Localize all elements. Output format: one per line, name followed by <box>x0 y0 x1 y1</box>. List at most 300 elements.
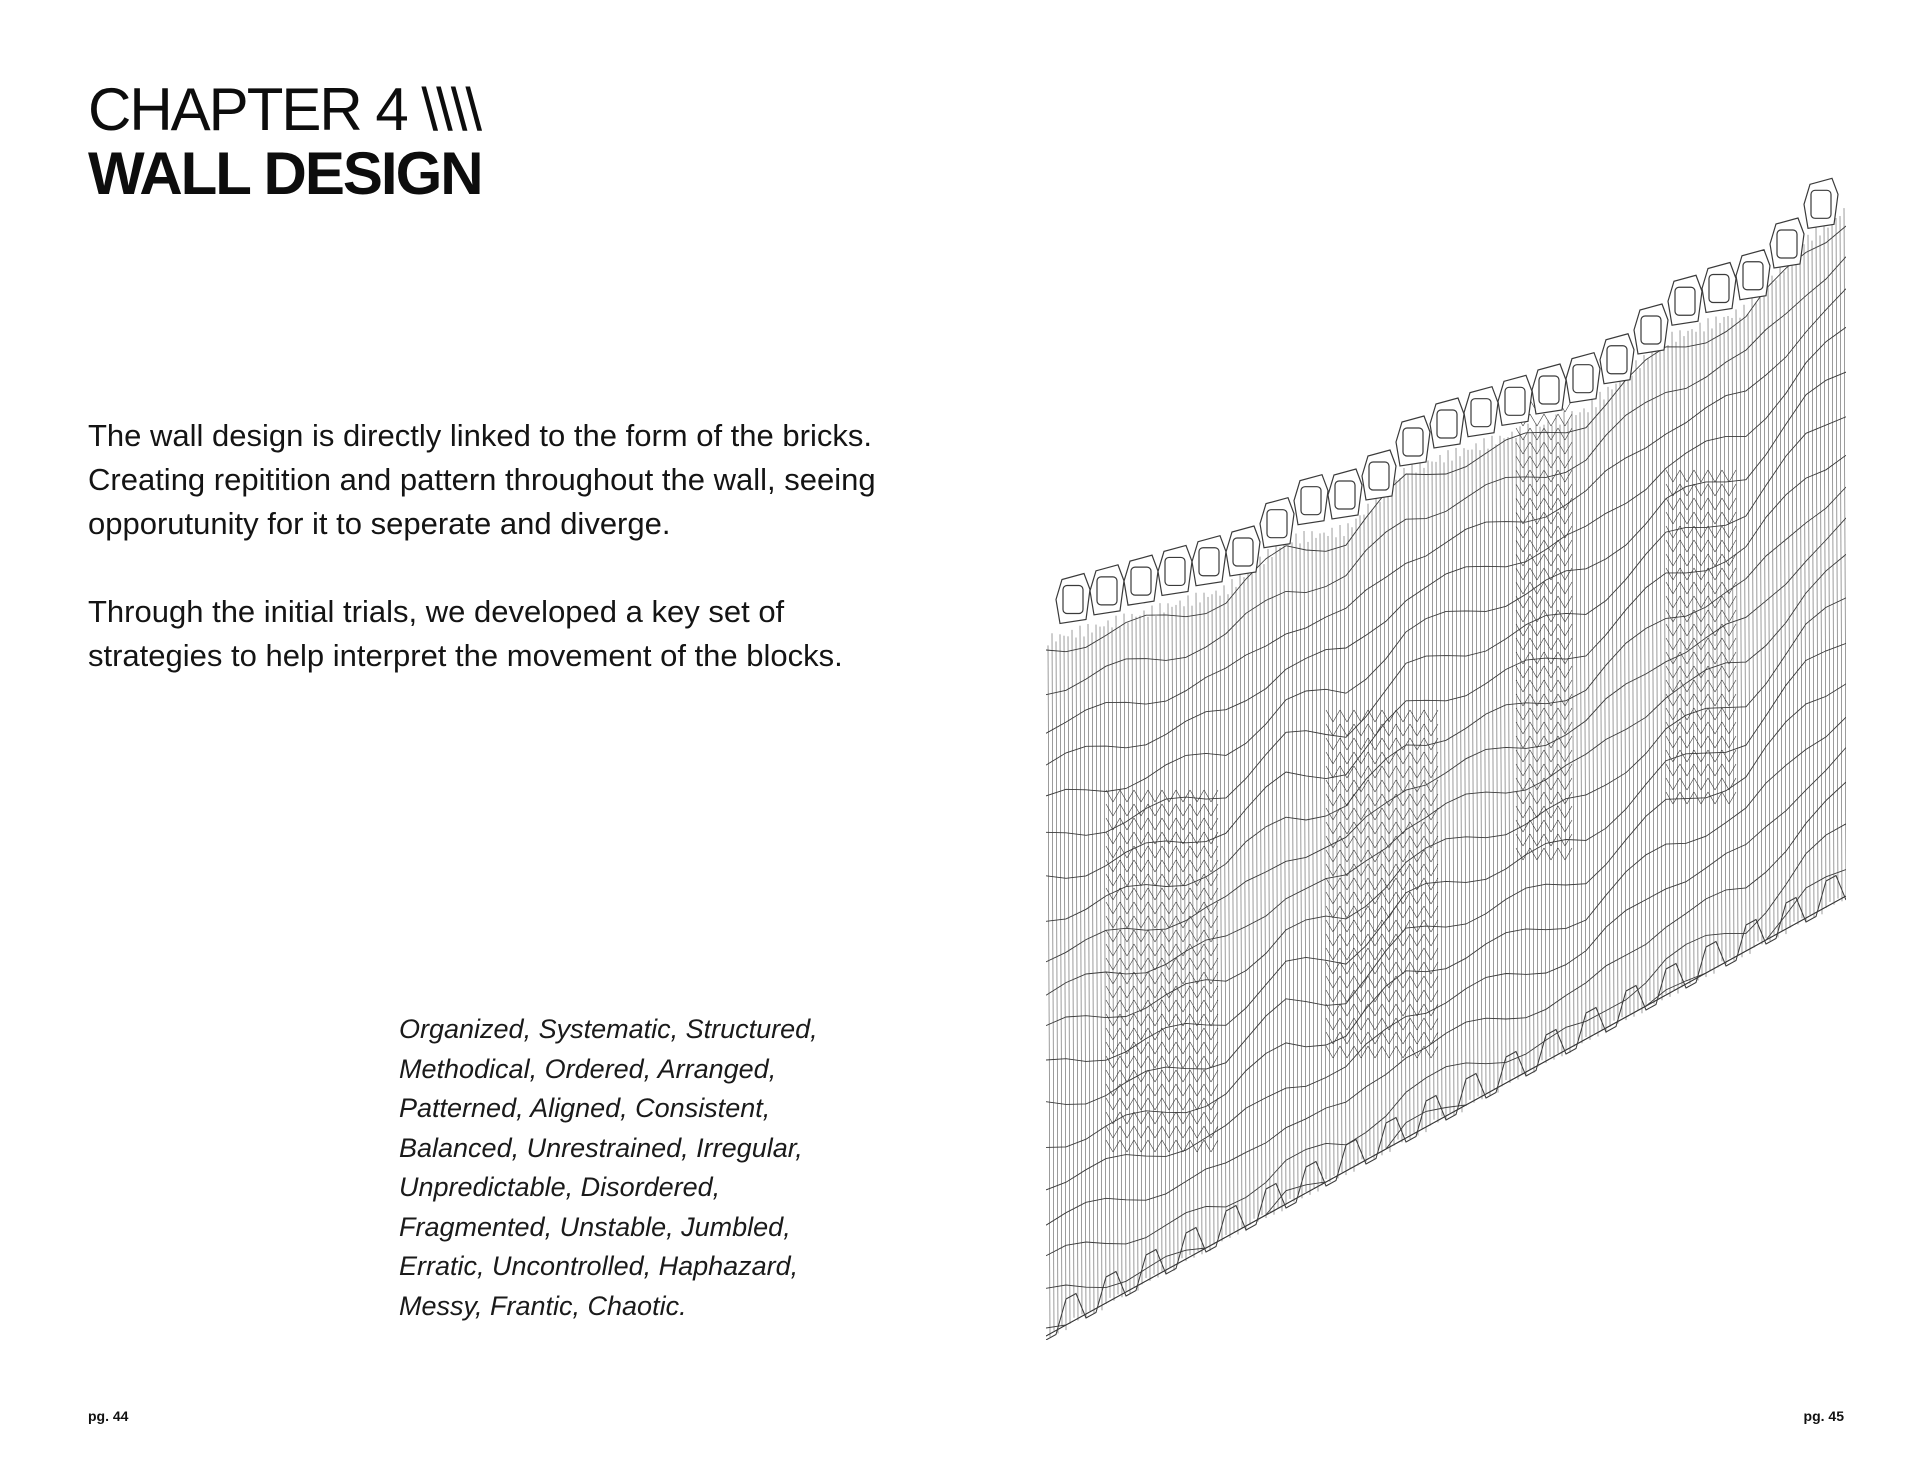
wall-hatch-line <box>1236 587 1238 1235</box>
wall-hatch-line <box>1183 1056 1190 1068</box>
wall-hatch-line <box>1326 892 1333 904</box>
wall-hatch-line <box>1740 318 1742 958</box>
wall-hatch-line <box>1375 934 1382 946</box>
wall-hatch-line <box>1326 752 1333 764</box>
wall-hatch-line <box>1183 1084 1190 1096</box>
wall-hatch-line <box>1537 694 1544 706</box>
wall-hatch-line <box>1382 738 1389 750</box>
wall-hatch-line <box>1333 864 1340 876</box>
wall-hatch-line <box>1724 317 1726 964</box>
wall-hatch-line <box>1715 526 1722 538</box>
wall-hatch-line <box>1417 878 1424 890</box>
wall-hatch-line <box>1197 1000 1204 1012</box>
wall-hatch-line <box>1708 554 1715 566</box>
wall-hatch-line <box>1361 864 1368 876</box>
wall-hatch-line <box>1333 948 1340 960</box>
wall-hatch-line <box>1688 331 1690 984</box>
wall-hatch-line <box>1347 920 1354 932</box>
wall-hatch-line <box>1396 1018 1403 1030</box>
wall-hatch-line <box>1500 436 1502 1087</box>
wall-hatch-line <box>1197 888 1204 900</box>
wall-hatch-line <box>1252 566 1254 1218</box>
wall-hatch-line <box>1333 1032 1340 1044</box>
wall-hatch-line <box>1537 792 1544 804</box>
wall-hatch-line <box>1565 750 1572 762</box>
wall-hatch-line <box>1680 554 1687 566</box>
wall-hatch-line <box>1558 498 1565 510</box>
wall-hatch-line <box>1113 1056 1120 1068</box>
wall-hatch-line <box>1537 722 1544 734</box>
wall-hatch-line <box>1558 750 1565 762</box>
wall-hatch-line <box>1537 708 1544 720</box>
wall-hatch-line <box>1666 638 1673 650</box>
wall-hatch-line <box>1716 317 1718 968</box>
wall-hatch-line <box>1347 710 1354 722</box>
wall-hatch-line <box>1347 1004 1354 1016</box>
wall-hatch-line <box>1417 948 1424 960</box>
wall-hatch-line <box>1551 414 1558 426</box>
wall-hatch-line <box>1722 680 1729 692</box>
wall-hatch-line <box>1410 710 1417 722</box>
wall-hatch-line <box>1715 778 1722 790</box>
wall-hatch-line <box>1431 864 1438 876</box>
wall-hatch-line <box>1558 526 1565 538</box>
wall-hatch-line <box>1361 836 1368 848</box>
wall-hatch-line <box>1537 456 1544 468</box>
wall-hatch-line <box>1431 1018 1438 1030</box>
wall-hatch-line <box>1729 680 1736 692</box>
wall-hatch-line <box>1417 906 1424 918</box>
wall-hatch-line <box>1694 582 1701 594</box>
wall-hatch-line <box>1190 846 1197 858</box>
wall-hatch-line <box>1260 557 1262 1216</box>
wall-hatch-line <box>1354 864 1361 876</box>
wall-hatch-line <box>1333 1046 1340 1058</box>
wall-hatch-line <box>1808 235 1810 915</box>
wall-hatch-line <box>1410 850 1417 862</box>
wall-hatch-line <box>1565 428 1572 440</box>
wall-hatch-line <box>1708 778 1715 790</box>
wall-hatch-line <box>1127 1126 1134 1138</box>
wall-hatch-line <box>1408 475 1410 1139</box>
wall-hatch-line <box>1772 276 1774 935</box>
wall-hatch-line <box>1127 790 1134 802</box>
wall-hatch-line <box>1169 944 1176 956</box>
wall-hatch-line <box>1169 1126 1176 1138</box>
wall-hatch-line <box>1722 610 1729 622</box>
wall-hatch-line <box>1113 874 1120 886</box>
wall-hatch-line <box>1155 1056 1162 1068</box>
wall-hatch-line <box>1190 930 1197 942</box>
wall-hatch-line <box>1673 736 1680 748</box>
wall-hatch-line <box>1424 934 1431 946</box>
wall-hatch-line <box>1530 764 1537 776</box>
brick-top-icon <box>1260 498 1294 548</box>
wall-hatch-line <box>1108 620 1110 1297</box>
wall-hatch-line <box>1340 752 1347 764</box>
wall-hatch-line <box>1729 596 1736 608</box>
wall-hatch-line <box>1715 512 1722 524</box>
wall-hatch-line <box>1382 710 1389 722</box>
wall-hatch-line <box>1072 630 1074 1318</box>
wall-hatch-line <box>1352 527 1354 1171</box>
wall-hatch-line <box>1141 1014 1148 1026</box>
wall-hatch-line <box>1162 944 1169 956</box>
wall-hatch-line <box>1368 1018 1375 1030</box>
wall-hatch-line <box>1120 1084 1127 1096</box>
wall-hatch-line <box>1389 808 1396 820</box>
brick-top-icon <box>1090 565 1124 615</box>
wall-hatch-line <box>1106 1000 1113 1012</box>
wall-hatch-line <box>1389 976 1396 988</box>
wall-hatch-line <box>1516 442 1523 454</box>
wall-hatch-line <box>1127 1140 1134 1152</box>
wall-hatch-line <box>1183 1028 1190 1040</box>
wall-hatch-line <box>1197 1042 1204 1054</box>
wall-hatch-line <box>1580 412 1582 1043</box>
wall-hatch-line <box>1190 860 1197 872</box>
wall-hatch-line <box>1244 577 1246 1231</box>
wall-hatch-line <box>1155 1014 1162 1026</box>
wall-hatch-line <box>1729 750 1736 762</box>
wall-hatch-line <box>1403 920 1410 932</box>
wall-hatch-line <box>1523 834 1530 846</box>
wall-hatch-line <box>1228 594 1230 1238</box>
brick-top-icon <box>1396 416 1430 466</box>
wall-hatch-line <box>1558 778 1565 790</box>
wall-hatch-line <box>1537 848 1544 860</box>
wall-hatch-line <box>1476 443 1478 1096</box>
wall-hatch-line <box>1537 834 1544 846</box>
wall-hatch-line <box>1375 906 1382 918</box>
wall-hatch-line <box>1424 990 1431 1002</box>
wall-hatch-line <box>1431 1046 1438 1058</box>
wall-hatch-line <box>1565 820 1572 832</box>
wall-hatch-line <box>1694 512 1701 524</box>
wall-hatch-line <box>1431 934 1438 946</box>
wall-hatch-line <box>1544 484 1551 496</box>
wall-hatch-line <box>1729 568 1736 580</box>
wall-hatch-line <box>1197 1070 1204 1082</box>
wall-hatch-line <box>1148 617 1150 1281</box>
wall-hatch-line <box>1113 888 1120 900</box>
wall-hatch-line <box>1162 860 1169 872</box>
wall-hatch-line <box>1508 437 1510 1083</box>
wall-hatch-line <box>1537 484 1544 496</box>
wall-hatch-line <box>1417 794 1424 806</box>
wall-hatch-line <box>1729 764 1736 776</box>
wall-hatch-line <box>1715 736 1722 748</box>
wall-hatch-line <box>1197 1126 1204 1138</box>
wall-hatch-line <box>1680 498 1687 510</box>
wall-hatch-line <box>1375 1032 1382 1044</box>
wall-hatch-line <box>1197 1084 1204 1096</box>
wall-hatch-line <box>1106 1014 1113 1026</box>
wall-hatch-line <box>1304 531 1306 1192</box>
wall-hatch-line <box>1347 738 1354 750</box>
wall-hatch-line <box>1516 498 1523 510</box>
wall-hatch-line <box>1694 652 1701 664</box>
wall-hatch-line <box>1169 972 1176 984</box>
keyword-line: Methodical, Ordered, Arranged, <box>399 1053 777 1084</box>
wall-hatch-line <box>1326 766 1333 778</box>
wall-hatch-line <box>1417 738 1424 750</box>
wall-hatch-line <box>1134 846 1141 858</box>
wall-hatch-line <box>1632 376 1634 1017</box>
wall-hatch-line <box>1326 808 1333 820</box>
wall-hatch-line <box>1403 1032 1410 1044</box>
wall-hatch-line <box>1748 313 1750 953</box>
wall-hatch-line <box>1211 986 1218 998</box>
wall-hatch-line <box>1134 832 1141 844</box>
wall-hatch-line <box>1160 603 1162 1271</box>
wall-hatch-line <box>1673 708 1680 720</box>
wall-hatch-line <box>1100 627 1102 1311</box>
keyword-line: Patterned, Aligned, Consistent, <box>399 1093 771 1123</box>
wall-hatch-line <box>1523 806 1530 818</box>
wall-hatch-line <box>1666 666 1673 678</box>
wall-course-line <box>1046 327 1846 765</box>
wall-hatch-line <box>1340 525 1342 1172</box>
wall-hatch-line <box>1148 846 1155 858</box>
wall-hatch-line <box>1164 612 1166 1274</box>
wall-hatch-line <box>1127 804 1134 816</box>
wall-hatch-line <box>1715 750 1722 762</box>
wall-hatch-line <box>1113 1140 1120 1152</box>
wall-hatch-line <box>1288 538 1290 1199</box>
wall-hatch-line <box>1326 920 1333 932</box>
wall-hatch-line <box>1141 1098 1148 1110</box>
wall-hatch-line <box>1620 378 1622 1017</box>
wall-hatch-line <box>1516 456 1523 468</box>
wall-hatch-line <box>1524 437 1526 1076</box>
wall-hatch-line <box>1530 596 1537 608</box>
wall-hatch-line <box>1141 972 1148 984</box>
wall-hatch-line <box>1120 1098 1127 1110</box>
wall-hatch-line <box>1480 450 1482 1099</box>
wall-hatch-line <box>1752 298 1754 948</box>
wall-hatch-line <box>1141 916 1148 928</box>
wall-hatch-line <box>1551 624 1558 636</box>
wall-hatch-line <box>1417 724 1424 736</box>
wall-hatch-line <box>1197 958 1204 970</box>
chapter-title: WALL DESIGN <box>88 140 482 207</box>
brick-top-icon <box>1124 555 1158 605</box>
wall-hatch-line <box>1544 456 1551 468</box>
wall-hatch-line <box>1410 864 1417 876</box>
wall-hatch-line <box>1694 610 1701 622</box>
wall-hatch-line <box>1183 1098 1190 1110</box>
wall-hatch-line <box>1816 227 1818 912</box>
wall-hatch-line <box>1120 804 1127 816</box>
wall-hatch-line <box>1148 860 1155 872</box>
wall-hatch-line <box>1648 358 1650 1001</box>
wall-hatch-line <box>1680 330 1682 987</box>
wall-hatch-line <box>1127 1028 1134 1040</box>
wall-hatch-line <box>1333 976 1340 988</box>
wall-hatch-line <box>1544 596 1551 608</box>
wall-hatch-line <box>1523 540 1530 552</box>
wall-hatch-line <box>1361 990 1368 1002</box>
wall-hatch-line <box>1183 1070 1190 1082</box>
wall-hatch-line <box>1155 1098 1162 1110</box>
wall-hatch-line <box>1673 694 1680 706</box>
wall-hatch-line <box>1148 1056 1155 1068</box>
wall-hatch-line <box>1106 986 1113 998</box>
wall-hatch-line <box>1361 1004 1368 1016</box>
wall-hatch-line <box>1361 822 1368 834</box>
wall-hatch-line <box>1106 846 1113 858</box>
wall-hatch-line <box>1544 848 1551 860</box>
wall-hatch-line <box>1169 1000 1176 1012</box>
wall-hatch-line <box>1113 972 1120 984</box>
wall-hatch-line <box>1666 470 1673 482</box>
wall-hatch-line <box>1162 1000 1169 1012</box>
brick-top-icon <box>1464 387 1498 437</box>
wall-hatch-line <box>1106 804 1113 816</box>
wall-hatch-line <box>1537 666 1544 678</box>
wall-hatch-line <box>1333 990 1340 1002</box>
wall-hatch-line <box>1396 962 1403 974</box>
wall-hatch-line <box>1612 389 1614 1020</box>
wall-hatch-line <box>1375 1046 1382 1058</box>
wall-hatch-line <box>1544 526 1551 538</box>
wall-hatch-line <box>1722 694 1729 706</box>
wall-hatch-line <box>1127 1084 1134 1096</box>
wall-hatch-line <box>1375 1018 1382 1030</box>
wall-hatch-line <box>1389 948 1396 960</box>
wall-hatch-line <box>1680 778 1687 790</box>
wall-hatch-line <box>1190 874 1197 886</box>
wall-hatch-line <box>1824 221 1826 908</box>
wall-hatch-line <box>1211 1028 1218 1040</box>
wall-hatch-line <box>1354 850 1361 862</box>
wall-hatch-line <box>1673 666 1680 678</box>
wall-hatch-line <box>1162 874 1169 886</box>
wall-hatch-line <box>1340 766 1347 778</box>
wall-hatch-line <box>1417 808 1424 820</box>
wall-hatch-line <box>1183 986 1190 998</box>
wall-hatch-line <box>1120 790 1127 802</box>
wall-hatch-line <box>1596 407 1598 1036</box>
wall-hatch-line <box>1644 355 1646 1007</box>
wall-hatch-line <box>1558 596 1565 608</box>
wall-hatch-line <box>1155 1028 1162 1040</box>
wall-hatch-line <box>1551 596 1558 608</box>
wall-hatch-line <box>1532 433 1534 1073</box>
wall-hatch-line <box>1382 766 1389 778</box>
wall-hatch-line <box>1544 512 1551 524</box>
wall-hatch-line <box>1375 710 1382 722</box>
wall-hatch-line <box>1326 864 1333 876</box>
wall-hatch-line <box>1694 596 1701 608</box>
wall-hatch-line <box>1728 316 1730 958</box>
wall-hatch-line <box>1361 1018 1368 1030</box>
wall-hatch-line <box>1666 512 1673 524</box>
wall-hatch-line <box>1701 680 1708 692</box>
wall-hatch-line <box>1558 638 1565 650</box>
wall-hatch-line <box>1558 582 1565 594</box>
wall-hatch-line <box>1134 958 1141 970</box>
wall-hatch-line <box>1715 708 1722 720</box>
wall-hatch-line <box>1396 948 1403 960</box>
wall-hatch-line <box>1389 906 1396 918</box>
keyword-line: Messy, Frantic, Chaotic. <box>399 1290 687 1321</box>
wall-hatch-line <box>1701 610 1708 622</box>
wall-hatch-line <box>1148 790 1155 802</box>
wall-hatch-line <box>1396 1032 1403 1044</box>
wall-hatch-line <box>1190 804 1197 816</box>
wall-hatch-line <box>1784 272 1786 935</box>
wall-hatch-line <box>1340 976 1347 988</box>
wall-hatch-line <box>1460 456 1462 1112</box>
wall-hatch-line <box>1354 878 1361 890</box>
wall-hatch-line <box>1431 990 1438 1002</box>
wall-hatch-line <box>1106 972 1113 984</box>
wall-hatch-line <box>1832 218 1834 905</box>
wall-hatch-line <box>1520 426 1522 1073</box>
wall-hatch-line <box>1530 512 1537 524</box>
wall-hatch-line <box>1272 557 1274 1215</box>
wall-hatch-line <box>1680 540 1687 552</box>
wall-hatch-line <box>1530 498 1537 510</box>
wall-hatch-line <box>1516 540 1523 552</box>
wall-hatch-line <box>1176 1070 1183 1082</box>
wall-hatch-line <box>1558 680 1565 692</box>
brick-top-icon <box>1668 275 1702 325</box>
wall-hatch-line <box>1417 710 1424 722</box>
wall-hatch-line <box>1354 766 1361 778</box>
wall-hatch-line <box>1197 916 1204 928</box>
wall-hatch-line <box>1530 582 1537 594</box>
wall-hatch-line <box>1204 1056 1211 1068</box>
wall-hatch-line <box>1701 694 1708 706</box>
wall-hatch-line <box>1558 666 1565 678</box>
wall-hatch-line <box>1530 820 1537 832</box>
wall-hatch-line <box>1694 498 1701 510</box>
wall-hatch-line <box>1382 836 1389 848</box>
wall-hatch-line <box>1694 638 1701 650</box>
wall-hatch-line <box>1715 498 1722 510</box>
wall-hatch-line <box>1326 850 1333 862</box>
wall-hatch-line <box>1673 792 1680 804</box>
wall-hatch-line <box>1211 1126 1218 1138</box>
wall-hatch-line <box>1148 1140 1155 1152</box>
wall-hatch-line <box>1333 962 1340 974</box>
wall-hatch-line <box>1715 722 1722 734</box>
wall-hatch-line <box>1169 986 1176 998</box>
page-number-left: pg. 44 <box>88 1408 129 1424</box>
wall-hatch-line <box>1551 610 1558 622</box>
wall-hatch-line <box>1382 724 1389 736</box>
wall-hatch-line <box>1523 596 1530 608</box>
wall-hatch-line <box>1800 247 1802 918</box>
wall-hatch-line <box>1120 626 1122 1297</box>
wall-hatch-line <box>1211 1014 1218 1026</box>
wall-hatch-line <box>1722 708 1729 720</box>
wall-hatch-line <box>1155 790 1162 802</box>
wall-hatch-line <box>1666 736 1673 748</box>
wall-hatch-line <box>1284 541 1286 1205</box>
brick-top-icon <box>1158 545 1192 595</box>
wall-hatch-line <box>1417 1018 1424 1030</box>
wall-hatch-line <box>1417 934 1424 946</box>
wall-hatch-line <box>1687 722 1694 734</box>
brick-top-icon <box>1736 250 1770 300</box>
wall-hatch-line <box>1530 806 1537 818</box>
wall-hatch-line <box>1162 972 1169 984</box>
wall-hatch-line <box>1354 710 1361 722</box>
